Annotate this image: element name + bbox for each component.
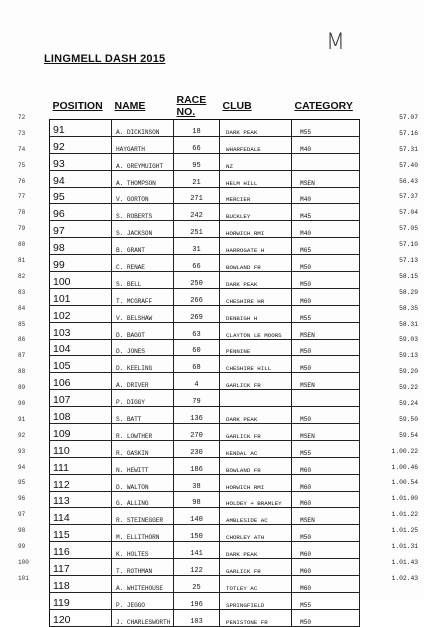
overall-rank: 73 xyxy=(18,129,26,137)
club-cell xyxy=(220,390,292,407)
category-cell: M50 xyxy=(292,356,360,373)
category-cell: M55 xyxy=(292,120,360,137)
category-cell: M50 xyxy=(292,407,360,424)
name-cell: A. DRIVER xyxy=(112,373,174,390)
category-cell: M45 xyxy=(292,204,360,221)
category-cell: M50 xyxy=(292,609,360,626)
club-cell: CLAYTON LE MOORS xyxy=(220,322,292,339)
category-cell: M55 xyxy=(292,305,360,322)
table-row xyxy=(50,339,360,356)
table-row xyxy=(50,238,360,255)
table-row xyxy=(50,204,360,221)
race-no-cell: 196 xyxy=(174,592,220,609)
position-cell: 120 xyxy=(50,609,112,626)
race-no-cell: 266 xyxy=(174,288,220,305)
club-cell: GARLICK FR xyxy=(220,424,292,441)
category-cell: M60 xyxy=(292,288,360,305)
club-cell: GARLICK FR xyxy=(220,559,292,576)
overall-rank: 94 xyxy=(18,463,26,471)
club-cell: GARLICK FR xyxy=(220,373,292,390)
overall-rank: 99 xyxy=(18,543,26,551)
name-cell: C. RENAE xyxy=(112,255,174,272)
name-cell: R. LOWTHER xyxy=(112,424,174,441)
finish-time: 57.13 xyxy=(399,257,418,265)
category-cell xyxy=(292,153,360,170)
race-no-cell: 150 xyxy=(174,525,220,542)
category-cell: MSEN xyxy=(292,322,360,339)
club-cell: MERCIER xyxy=(220,187,292,204)
finish-time: 1.00.54 xyxy=(391,479,418,487)
club-cell: DARK PEAK xyxy=(220,272,292,289)
name-cell: D. BAGOT xyxy=(112,322,174,339)
club-cell: DARK PEAK xyxy=(220,542,292,559)
overall-rank: 77 xyxy=(18,193,26,201)
finish-time: 59.03 xyxy=(399,336,418,344)
club-cell: AMBLESIDE AC xyxy=(220,508,292,525)
position-cell: 108 xyxy=(50,407,112,424)
overall-rank: 98 xyxy=(18,527,26,535)
race-no-cell: 98 xyxy=(174,491,220,508)
name-cell: T. ROTHMAN xyxy=(112,559,174,576)
finish-time: 59.20 xyxy=(399,368,418,376)
overall-rank: 75 xyxy=(18,161,26,169)
name-cell: N. HEWITT xyxy=(112,457,174,474)
table-row xyxy=(50,356,360,373)
club-cell: BUCKLEY xyxy=(220,204,292,221)
category-cell: M55 xyxy=(292,440,360,457)
position-cell: 118 xyxy=(50,576,112,593)
club-cell: KENDAL AC xyxy=(220,440,292,457)
category-cell: M50 xyxy=(292,339,360,356)
column-header-name: NAME xyxy=(112,94,174,120)
race-no-cell: 63 xyxy=(174,322,220,339)
name-cell: D. WALTON xyxy=(112,474,174,491)
table-row xyxy=(50,170,360,187)
category-cell xyxy=(292,390,360,407)
finish-time: 1.01.43 xyxy=(391,558,418,566)
finish-time: 58.31 xyxy=(399,320,418,328)
finish-time: 59.22 xyxy=(399,384,418,392)
finish-time: 58.15 xyxy=(399,272,418,280)
category-cell: M40 xyxy=(292,187,360,204)
finish-time: 1.00.22 xyxy=(391,447,418,455)
club-cell: BOWLAND FR xyxy=(220,457,292,474)
name-cell: A. THOMPSON xyxy=(112,170,174,187)
table-row xyxy=(50,272,360,289)
finish-time-column xyxy=(368,110,418,587)
overall-rank: 79 xyxy=(18,225,26,233)
race-no-cell: 269 xyxy=(174,305,220,322)
overall-rank: 85 xyxy=(18,320,26,328)
position-cell: 100 xyxy=(50,272,112,289)
name-cell: A. DICKINSON xyxy=(112,120,174,137)
overall-rank: 84 xyxy=(18,304,26,312)
club-cell: HOLDEY + BRAMLEY xyxy=(220,491,292,508)
race-no-cell: 230 xyxy=(174,440,220,457)
column-header-club: CLUB xyxy=(220,94,292,120)
race-no-cell: 25 xyxy=(174,576,220,593)
club-cell: DARK PEAK xyxy=(220,407,292,424)
position-cell: 109 xyxy=(50,424,112,441)
column-header-race-no: RACE NO. xyxy=(174,94,220,120)
category-cell: M60 xyxy=(292,576,360,593)
category-cell: M50 xyxy=(292,255,360,272)
position-cell: 114 xyxy=(50,508,112,525)
position-cell: 115 xyxy=(50,525,112,542)
race-no-cell: 271 xyxy=(174,187,220,204)
overall-rank: 83 xyxy=(18,288,26,296)
table-row xyxy=(50,457,360,474)
name-cell: S. BATT xyxy=(112,407,174,424)
name-cell: R. STEINEGGER xyxy=(112,508,174,525)
results-table xyxy=(49,94,360,627)
table-row xyxy=(50,424,360,441)
club-cell: HARROGATE H xyxy=(220,238,292,255)
position-cell: 92 xyxy=(50,136,112,153)
race-no-cell: 60 xyxy=(174,339,220,356)
position-cell: 95 xyxy=(50,187,112,204)
race-no-cell: 4 xyxy=(174,373,220,390)
race-no-cell: 21 xyxy=(174,170,220,187)
position-cell: 93 xyxy=(50,153,112,170)
table-row xyxy=(50,440,360,457)
overall-rank: 101 xyxy=(18,574,29,582)
name-cell: S. JACKSON xyxy=(112,221,174,238)
finish-time: 1.01.22 xyxy=(391,511,418,519)
position-cell: 97 xyxy=(50,221,112,238)
name-cell: R. GASKIN xyxy=(112,440,174,457)
table-row xyxy=(50,153,360,170)
table-row xyxy=(50,542,360,559)
overall-rank: 90 xyxy=(18,400,26,408)
overall-rank: 95 xyxy=(18,479,26,487)
position-cell: 117 xyxy=(50,559,112,576)
position-cell: 105 xyxy=(50,356,112,373)
name-cell: K. HOLTES xyxy=(112,542,174,559)
table-row xyxy=(50,136,360,153)
finish-time: 1.01.00 xyxy=(391,495,418,503)
race-no-cell: 186 xyxy=(174,457,220,474)
position-cell: 96 xyxy=(50,204,112,221)
overall-rank: 93 xyxy=(18,447,26,455)
name-cell: V. BELSHAW xyxy=(112,305,174,322)
position-cell: 116 xyxy=(50,542,112,559)
column-header-category: CATEGORY xyxy=(292,94,360,120)
position-cell: 119 xyxy=(50,592,112,609)
overall-rank: 97 xyxy=(18,511,26,519)
category-cell: M60 xyxy=(292,491,360,508)
corner-mark: M xyxy=(326,30,345,55)
overall-rank: 87 xyxy=(18,352,26,360)
club-cell: NZ xyxy=(220,153,292,170)
club-cell: CHESHIRE HR xyxy=(220,288,292,305)
race-no-cell: 136 xyxy=(174,407,220,424)
table-header-row xyxy=(50,94,360,120)
name-cell: S. BELL xyxy=(112,272,174,289)
column-header-position: POSITION xyxy=(50,94,112,120)
overall-rank: 91 xyxy=(18,415,26,423)
race-no-cell: 66 xyxy=(174,136,220,153)
club-cell: CHESHIRE HILL xyxy=(220,356,292,373)
race-no-cell: 79 xyxy=(174,390,220,407)
name-cell: D. KEELING xyxy=(112,356,174,373)
table-row xyxy=(50,491,360,508)
finish-time: 57.37 xyxy=(399,193,418,201)
overall-rank: 100 xyxy=(18,558,29,566)
overall-rank: 96 xyxy=(18,495,26,503)
table-row xyxy=(50,508,360,525)
category-cell: MSEN xyxy=(292,373,360,390)
finish-time: 59.13 xyxy=(399,352,418,360)
table-row xyxy=(50,525,360,542)
overall-rank: 76 xyxy=(18,177,26,185)
race-no-cell: 95 xyxy=(174,153,220,170)
name-cell: P. JEGGO xyxy=(112,592,174,609)
finish-time: 59.54 xyxy=(399,431,418,439)
club-cell: HORWICH RMI xyxy=(220,221,292,238)
overall-rank: 80 xyxy=(18,241,26,249)
position-cell: 112 xyxy=(50,474,112,491)
table-row xyxy=(50,255,360,272)
overall-rank: 89 xyxy=(18,384,26,392)
table-row xyxy=(50,221,360,238)
club-cell: BOWLAND FR xyxy=(220,255,292,272)
name-cell: A. GREYMUIGHT xyxy=(112,153,174,170)
table-row xyxy=(50,305,360,322)
finish-time: 57.16 xyxy=(399,129,418,137)
finish-time: 59.24 xyxy=(399,400,418,408)
club-cell: SPRINGFIELD xyxy=(220,592,292,609)
race-no-cell: 270 xyxy=(174,424,220,441)
name-cell: A. WHITEHOUSE xyxy=(112,576,174,593)
name-cell: J. CHARLESWORTH xyxy=(112,609,174,626)
table-row xyxy=(50,120,360,137)
finish-time: 58.35 xyxy=(399,304,418,312)
club-cell: WHARFEDALE xyxy=(220,136,292,153)
club-cell: PENISTONE FR xyxy=(220,609,292,626)
category-cell: M40 xyxy=(292,136,360,153)
club-cell: CHORLEY ATH xyxy=(220,525,292,542)
finish-time: 57.31 xyxy=(399,145,418,153)
page-title: LINGMELL DASH 2015 xyxy=(44,53,166,65)
finish-time: 59.50 xyxy=(399,415,418,423)
table-row xyxy=(50,322,360,339)
race-no-cell: 251 xyxy=(174,221,220,238)
position-cell: 94 xyxy=(50,170,112,187)
club-cell: DARK PEAK xyxy=(220,120,292,137)
race-no-cell: 68 xyxy=(174,356,220,373)
position-cell: 101 xyxy=(50,288,112,305)
race-no-cell: 38 xyxy=(174,474,220,491)
name-cell: M. ELLITHORN xyxy=(112,525,174,542)
finish-time: 57.04 xyxy=(399,209,418,217)
category-cell: M60 xyxy=(292,542,360,559)
position-cell: 99 xyxy=(50,255,112,272)
category-cell: M55 xyxy=(292,592,360,609)
race-no-cell: 250 xyxy=(174,272,220,289)
category-cell: M65 xyxy=(292,238,360,255)
finish-time: 1.02.43 xyxy=(391,574,418,582)
finish-time: 58.29 xyxy=(399,288,418,296)
club-cell: PENNINE xyxy=(220,339,292,356)
table-row xyxy=(50,609,360,626)
category-cell: M50 xyxy=(292,525,360,542)
name-cell: HAYGARTH xyxy=(112,136,174,153)
overall-rank-column xyxy=(18,110,40,587)
name-cell: P. DIGGY xyxy=(112,390,174,407)
race-no-cell: 31 xyxy=(174,238,220,255)
table-row xyxy=(50,576,360,593)
overall-rank: 88 xyxy=(18,368,26,376)
race-no-cell: 242 xyxy=(174,204,220,221)
category-cell: M60 xyxy=(292,457,360,474)
category-cell: MSEN xyxy=(292,170,360,187)
name-cell: T. MCGRAFF xyxy=(112,288,174,305)
position-cell: 111 xyxy=(50,457,112,474)
position-cell: 104 xyxy=(50,339,112,356)
name-cell: B. GRANT xyxy=(112,238,174,255)
overall-rank: 82 xyxy=(18,272,26,280)
table-row xyxy=(50,373,360,390)
category-cell: M40 xyxy=(292,221,360,238)
race-no-cell: 122 xyxy=(174,559,220,576)
results-body xyxy=(50,120,360,627)
category-cell: M50 xyxy=(292,272,360,289)
table-row xyxy=(50,187,360,204)
category-cell: M60 xyxy=(292,474,360,491)
table-row xyxy=(50,390,360,407)
club-cell: HELM HILL xyxy=(220,170,292,187)
race-no-cell: 18 xyxy=(174,120,220,137)
overall-rank: 86 xyxy=(18,336,26,344)
position-cell: 107 xyxy=(50,390,112,407)
overall-rank: 81 xyxy=(18,257,26,265)
name-cell: D. JONES xyxy=(112,339,174,356)
table-row xyxy=(50,288,360,305)
overall-rank: 72 xyxy=(18,114,26,121)
position-cell: 98 xyxy=(50,238,112,255)
finish-time: 56.43 xyxy=(399,177,418,185)
race-no-cell: 140 xyxy=(174,508,220,525)
race-no-cell: 141 xyxy=(174,542,220,559)
name-cell: V. GORTON xyxy=(112,187,174,204)
table-row xyxy=(50,407,360,424)
category-cell: MSEN xyxy=(292,424,360,441)
race-no-cell: 103 xyxy=(174,609,220,626)
category-cell: M60 xyxy=(292,559,360,576)
finish-time: 57.40 xyxy=(399,161,418,169)
finish-time: 57.07 xyxy=(399,114,418,121)
overall-rank: 92 xyxy=(18,431,26,439)
table-row xyxy=(50,559,360,576)
name-cell: G. ALLING xyxy=(112,491,174,508)
position-cell: 106 xyxy=(50,373,112,390)
club-cell: TOTLEY AC xyxy=(220,576,292,593)
finish-time: 57.10 xyxy=(399,241,418,249)
overall-rank: 78 xyxy=(18,209,26,217)
position-cell: 110 xyxy=(50,440,112,457)
position-cell: 102 xyxy=(50,305,112,322)
table-row xyxy=(50,592,360,609)
overall-rank: 74 xyxy=(18,145,26,153)
club-cell: HORWICH RMI xyxy=(220,474,292,491)
position-cell: 113 xyxy=(50,491,112,508)
table-row xyxy=(50,474,360,491)
finish-time: 1.00.46 xyxy=(391,463,418,471)
position-cell: 103 xyxy=(50,322,112,339)
race-no-cell: 66 xyxy=(174,255,220,272)
position-cell: 91 xyxy=(50,120,112,137)
category-cell: MSEN xyxy=(292,508,360,525)
finish-time: 57.05 xyxy=(399,225,418,233)
club-cell: DENBIGH H xyxy=(220,305,292,322)
finish-time: 1.01.31 xyxy=(391,543,418,551)
finish-time: 1.01.25 xyxy=(391,527,418,535)
name-cell: S. ROBERTS xyxy=(112,204,174,221)
